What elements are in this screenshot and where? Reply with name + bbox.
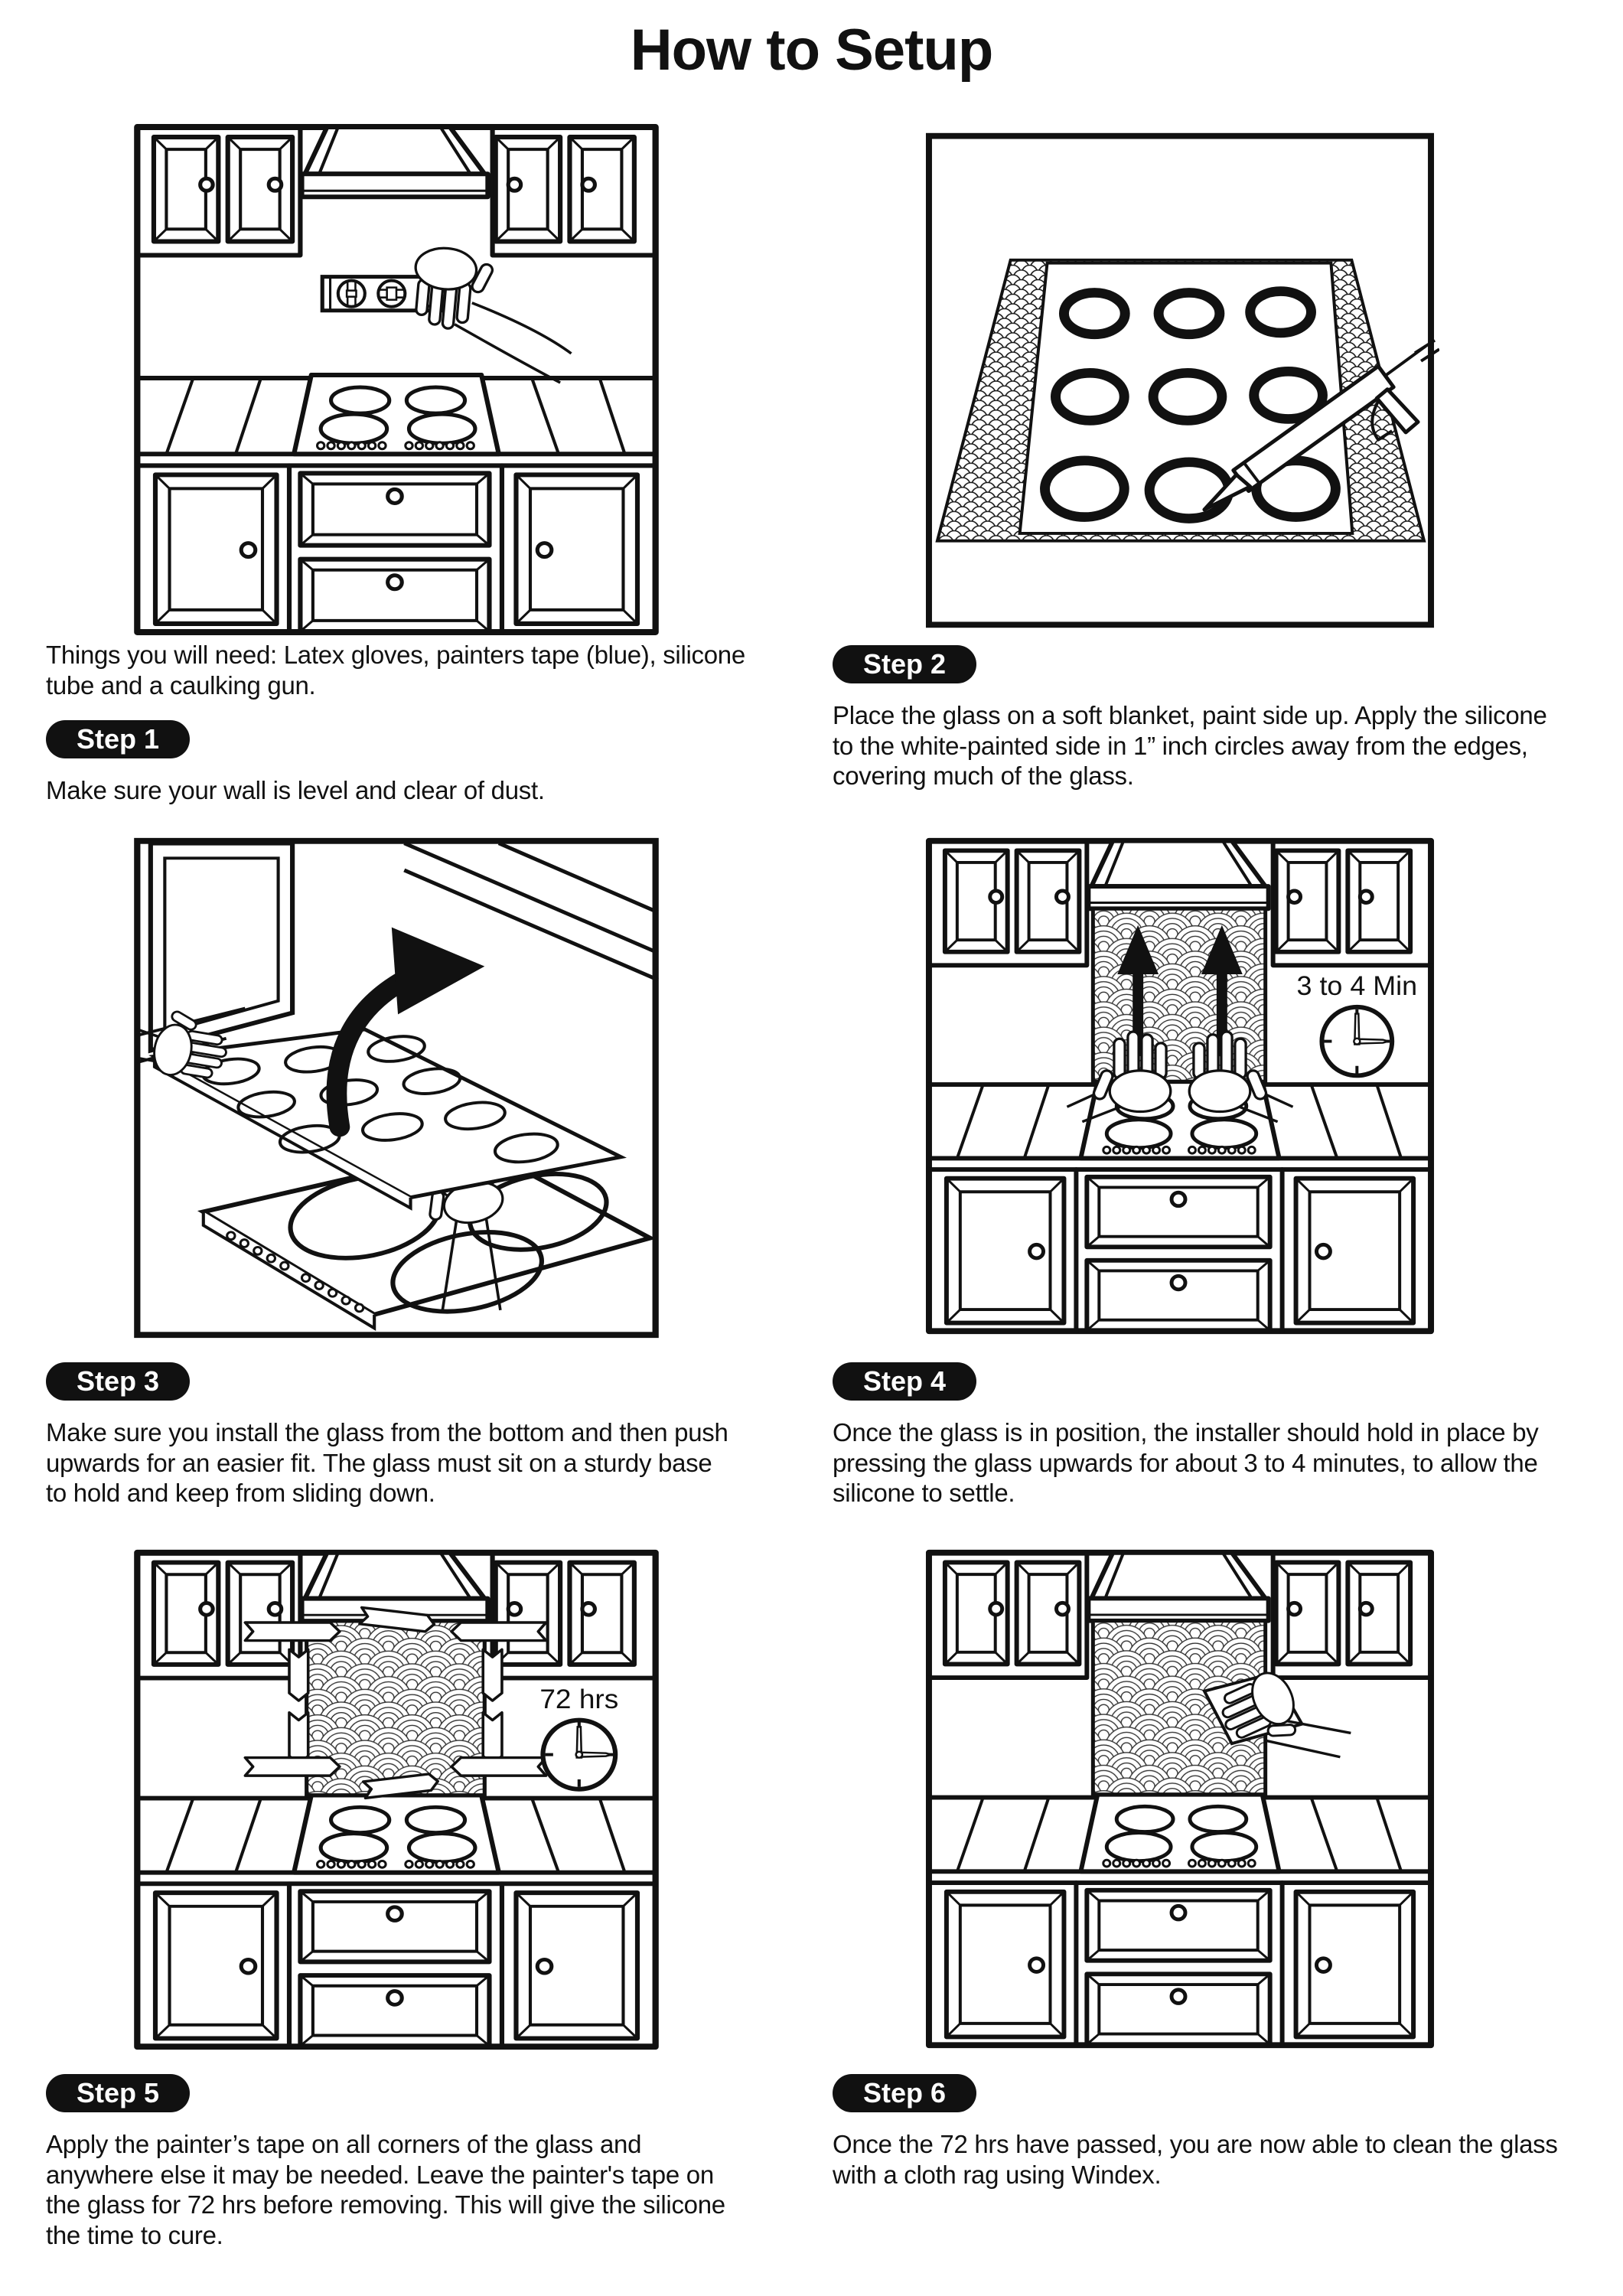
page-title: How to Setup	[630, 18, 993, 83]
step-1-caption	[46, 640, 750, 806]
step-4-caption	[833, 1362, 1567, 1508]
timer-label: 3 to 4 Min	[1296, 970, 1418, 1002]
step-6-badge: Step 6	[833, 2074, 976, 2112]
step-1-figure	[129, 119, 664, 641]
step-5-caption	[46, 2074, 735, 2250]
step-2-figure	[921, 128, 1439, 633]
kitchen-level-illustration	[129, 119, 664, 641]
clean-glass-illustration	[921, 1544, 1439, 2053]
step-4-text: Once the glass is in position, the installer should hold in place by pressing the glass upwards for about 3 to 4 minutes, to allow the silicone to settle.	[833, 1418, 1539, 1508]
step-3-figure	[129, 833, 664, 1343]
clock-icon	[1322, 1007, 1392, 1076]
step-2-badge: Step 2	[833, 645, 976, 683]
step-6-text: Once the 72 hrs have passed, you are now able to clean the glass with a cloth rag using Windex.	[833, 2130, 1558, 2189]
step-3-text: Make sure you install the glass from the bottom and then push upwards for an easier fit. The glass must sit on a sturdy base to hold and keep from sliding down.	[46, 1418, 728, 1508]
timer-label: 72 hrs	[539, 1683, 619, 1714]
glass-silicone-illustration	[921, 128, 1439, 633]
clock-icon	[543, 1720, 615, 1789]
press-glass-illustration	[921, 833, 1439, 1339]
step-4-figure	[921, 833, 1439, 1339]
step-2-text: Place the glass on a soft blanket, paint side up. Apply the silicone to the white-painted side in 1” inch circles away from the edges, covering much of the glass.	[833, 701, 1547, 791]
step-5-text: Apply the painter’s tape on all corners of the glass and anywhere else it may be needed. Leave the painter's tape on the glass for 72 hrs before removing. This will give the silicone the time to cure.	[46, 2130, 725, 2249]
step-4-badge: Step 4	[833, 1362, 976, 1401]
step-5-badge: Step 5	[46, 2074, 190, 2112]
tape-glass-illustration	[129, 1544, 664, 2055]
step-1-text: Make sure your wall is level and clear of dust.	[46, 776, 545, 805]
step-2-caption	[833, 645, 1567, 791]
step-6-caption	[833, 2074, 1567, 2190]
timer	[539, 1684, 618, 1789]
step-3-badge: Step 3	[46, 1362, 190, 1401]
step-1-badge: Step 1	[46, 720, 190, 758]
step-3-caption	[46, 1362, 735, 1508]
step-6-figure	[921, 1544, 1439, 2053]
materials-note: Things you will need: Latex gloves, painters tape (blue), silicone tube and a caulking gun.	[46, 641, 745, 700]
glass-lift-illustration	[129, 833, 664, 1343]
step-5-figure	[129, 1544, 664, 2055]
